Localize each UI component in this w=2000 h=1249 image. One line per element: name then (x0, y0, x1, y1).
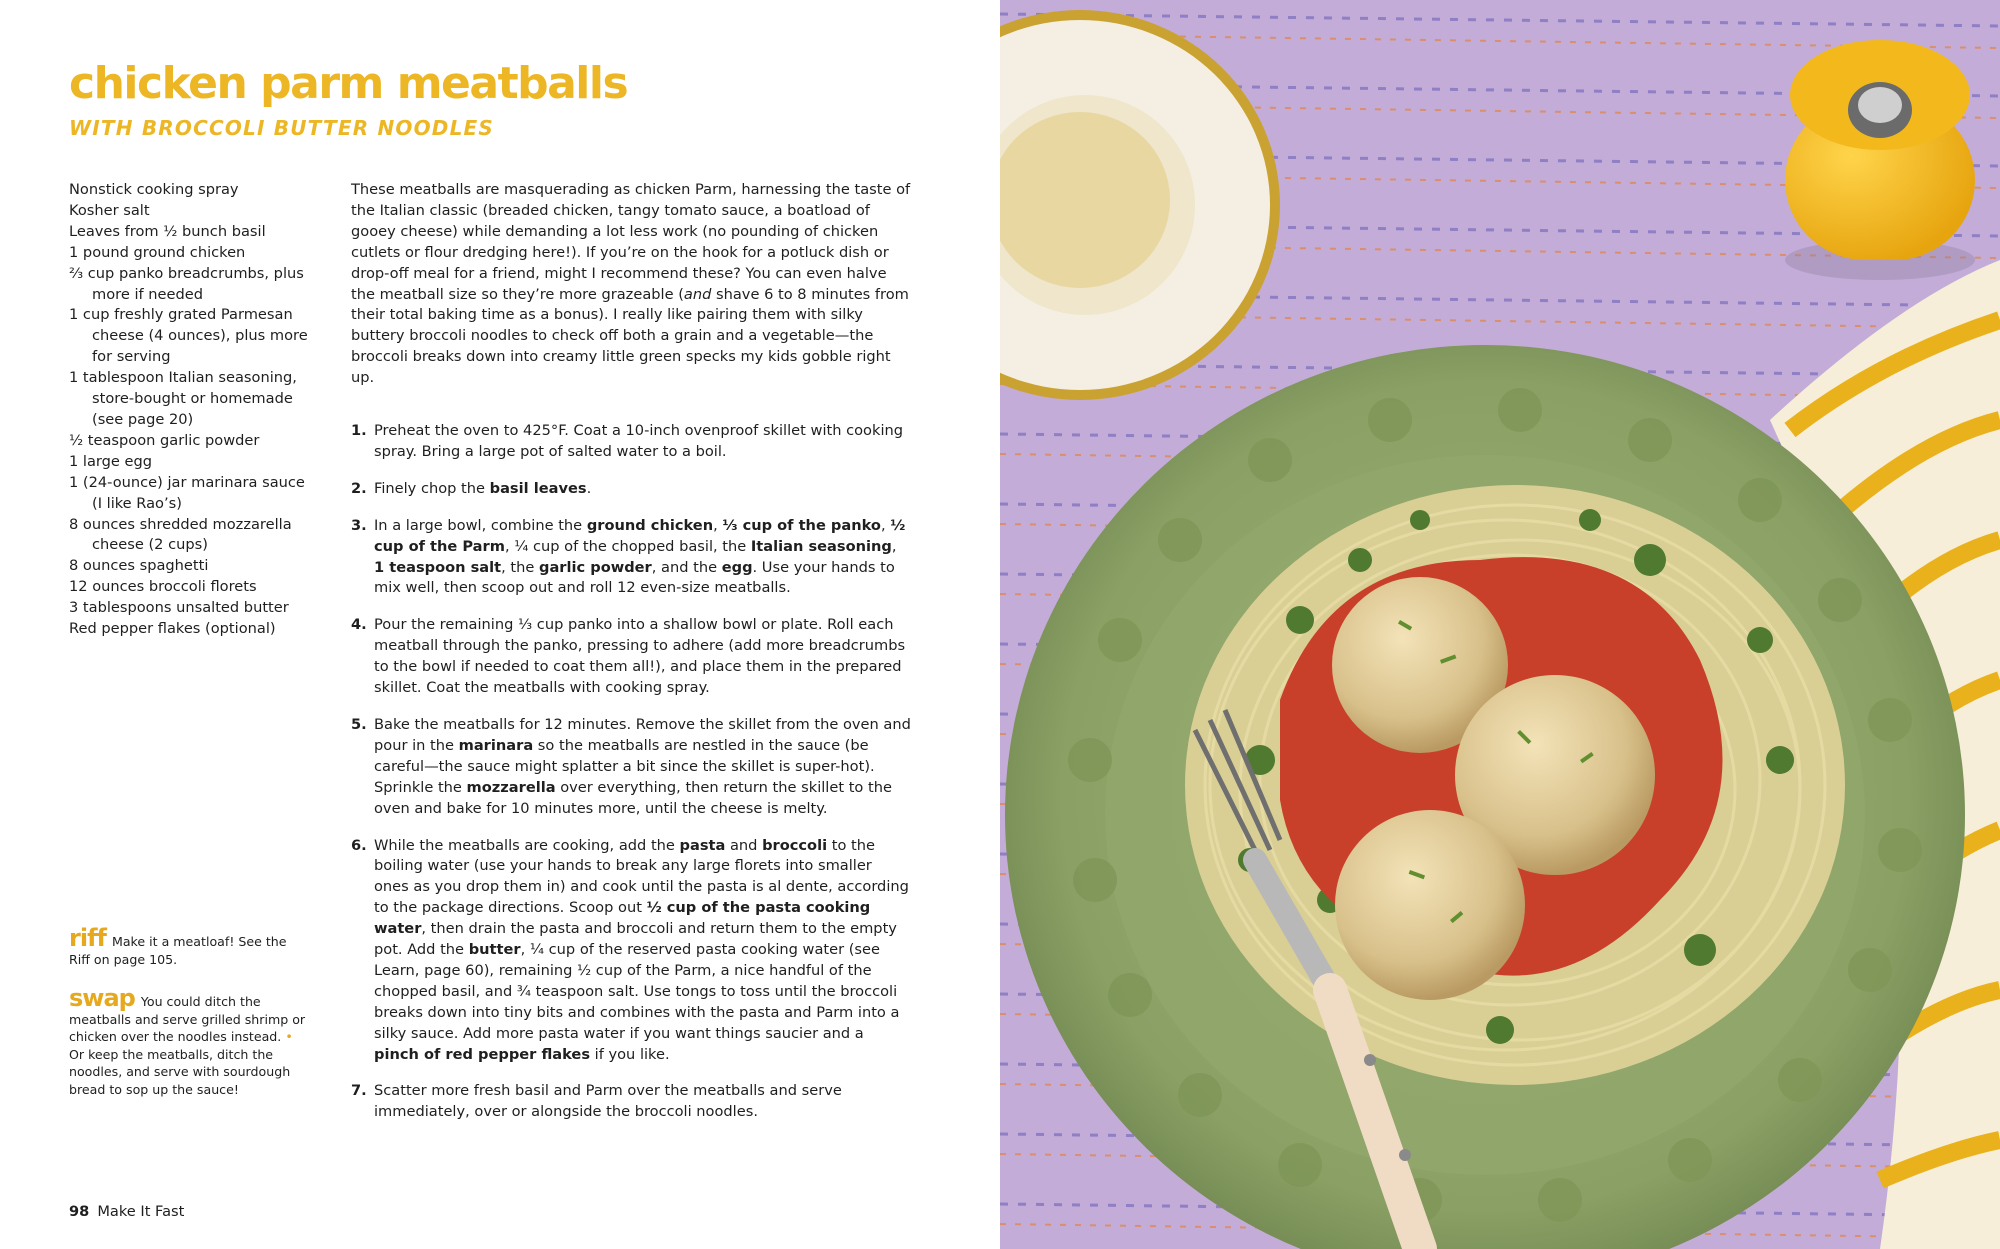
recipe-title: chicken parm meatballs (69, 58, 628, 109)
ingredient-item: 3 tablespoons unsalted butter (69, 599, 289, 617)
intro-text-continued: shave 6 to 8 minutes from their total baking time as a bonus). I really like pairing them with silky buttery broccoli noodles to check off both a grain and a vegetable—the broccoli breaks down into creamy little green specks my kids gobble right up. (351, 285, 909, 387)
ingredient-item: 1 cup freshly grated Parmesan cheese (4 ounces), plus more for serving (69, 306, 308, 366)
method-step (351, 836, 911, 1066)
method-step (351, 516, 911, 600)
page-number: 98 (69, 1203, 90, 1220)
step-ingredient-highlight: Italian seasoning (750, 537, 892, 555)
step-text: Finely chop the (374, 479, 490, 497)
ingredient-item: 1 (24-ounce) jar marinara sauce (I like Rao’s) (69, 473, 305, 512)
step-text: . Use your hands to mix well, then scoop out and roll 12 even-size meatballs. (374, 558, 895, 597)
recipe-subtitle: WITH BROCCOLI BUTTER NOODLES (69, 116, 495, 140)
method-step (351, 1081, 911, 1123)
method-steps (351, 421, 911, 1139)
swap-note (69, 986, 309, 1099)
step-ingredient-highlight: ground chicken (586, 516, 714, 534)
food-photo-illustration (1000, 0, 2000, 1249)
step-text: Pour the remaining ⅓ cup panko into a shallow bowl or plate. Roll each meatball through the panko, pressing to adhere (add more breadcrumbs to the bowl if needed to coat them all!), and place them in the prepared skillet. Coat the meatballs with cooking spray. (374, 616, 906, 697)
ingredient-item: 8 ounces spaghetti (69, 557, 209, 575)
step-ingredient-highlight: 1 teaspoon salt (374, 558, 502, 576)
step-ingredient-highlight: egg (721, 558, 753, 576)
step-text: to the boiling water (use your hands to break any large florets into smaller ones as you drop them in) and cook until the pasta is al dente, according to the package directions. Scoop out (374, 836, 909, 917)
step-text: . (586, 479, 592, 497)
step-ingredient-highlight: butter (468, 941, 521, 959)
step-number: 7. (351, 1082, 367, 1100)
step-text: While the meatballs are cooking, add the (374, 836, 680, 854)
step-number: 3. (351, 516, 367, 534)
recipe-intro (351, 180, 911, 389)
ingredient-item: 12 ounces broccoli florets (69, 578, 257, 596)
ingredient-item: ½ teaspoon garlic powder (69, 431, 260, 449)
ingredient-item: Red pepper flakes (optional) (69, 620, 276, 638)
step-text: over everything, then return the skillet to the oven and bake for 10 minutes more, until the cheese is melty. (374, 778, 892, 817)
intro-emphasis: and (683, 285, 712, 303)
step-text: if you like. (590, 1045, 670, 1063)
step-text: , (880, 516, 891, 534)
ingredient-item: 8 ounces shredded mozzarella cheese (2 cups) (69, 515, 292, 554)
ingredient-item: Kosher salt (69, 201, 150, 219)
step-text: , ¼ cup of the chopped basil, the (504, 537, 751, 555)
ingredient-item: ⅔ cup panko breadcrumbs, plus more if needed (69, 264, 304, 303)
step-ingredient-highlight: ⅓ cup of the panko (722, 516, 881, 534)
method-step (351, 421, 911, 463)
step-ingredient-highlight: mozzarella (466, 778, 556, 796)
step-text: In a large bowl, combine the (374, 516, 587, 534)
step-text: and (725, 836, 763, 854)
step-text: so the meatballs are nestled in the sauce (be careful—the sauce might splatter a bit since the skillet is super-hot). Sprinkle the (374, 736, 875, 796)
step-number: 4. (351, 616, 367, 634)
step-ingredient-highlight: pasta (679, 836, 726, 854)
riff-note (69, 926, 309, 968)
step-number: 2. (351, 479, 367, 497)
swap-text-alt: Or keep the meatballs, ditch the noodles, and serve with sourdough bread to sop up the sauce! (69, 1046, 291, 1097)
step-text: Scatter more fresh basil and Parm over the meatballs and serve immediately, over or alongside the broccoli noodles. (374, 1082, 842, 1121)
step-text: , (713, 516, 723, 534)
step-number: 1. (351, 422, 367, 439)
bullet-separator: • (285, 1029, 293, 1045)
riff-text: Make it a meatloaf! See the Riff on page 105. (69, 934, 287, 967)
step-ingredient-highlight: marinara (458, 736, 534, 754)
step-text: Preheat the oven to 425°F. Coat a 10-inch ovenproof skillet with cooking spray. Bring a large pot of salted water to a boil. (374, 422, 904, 460)
step-ingredient-highlight: garlic powder (539, 558, 652, 576)
step-text: , the (501, 558, 540, 576)
method-step (351, 615, 911, 699)
ingredient-list (69, 180, 319, 640)
ingredient-item: 1 tablespoon Italian seasoning, store-bought or homemade (see page 20) (69, 369, 297, 428)
step-ingredient-highlight: ½ cup of the Parm (374, 516, 906, 555)
ingredient-item: Nonstick cooking spray (69, 181, 239, 198)
recipe-photo (1000, 0, 2000, 1249)
step-ingredient-highlight: pinch of red pepper flakes (374, 1045, 591, 1063)
step-text: , then drain the pasta and broccoli and return them to the empty pot. Add the (374, 920, 897, 959)
step-ingredient-highlight: broccoli (762, 836, 828, 854)
page-footer (69, 1205, 184, 1220)
step-text: Bake the meatballs for 12 minutes. Remove the skillet from the oven and pour in the (374, 715, 911, 754)
swap-tag: swap (69, 984, 135, 1012)
riff-tag: riff (69, 924, 106, 952)
method-step (351, 479, 911, 500)
step-ingredient-highlight: basil leaves (489, 479, 587, 497)
step-number: 5. (351, 715, 367, 733)
swap-text: You could ditch the meatballs and serve grilled shrimp or chicken over the noodles instead. (69, 994, 306, 1045)
step-number: 6. (351, 836, 367, 854)
ingredient-item: Leaves from ½ bunch basil (69, 222, 266, 240)
ingredient-item: 1 large egg (69, 452, 153, 470)
ingredient-item: 1 pound ground chicken (69, 243, 246, 261)
step-ingredient-highlight: ½ cup of the pasta cooking water (374, 899, 871, 938)
intro-text: These meatballs are masquerading as chicken Parm, harnessing the taste of the Italian classic (breaded chicken, tangy tomato sauce, a boatload of gooey cheese) while demanding a lot less work (no pounding of chicken cutlets or flour dredging here!). If you’re on the hook for a potluck dish or drop-off meal for a friend, might I recommend these? You can even halve the meatball size so they’re more grazeable ( (351, 181, 911, 303)
step-text: , (891, 537, 897, 555)
step-text: , and the (651, 558, 722, 576)
method-step (351, 715, 911, 820)
section-name: Make It Fast (97, 1203, 185, 1220)
step-text: , ¼ cup of the reserved pasta cooking water (see Learn, page 60), remaining ½ cup of the Parm, a nice handful of the chopped basil, and ¾ teaspoon salt. Use tongs to toss until the broccoli breaks down into tiny bits and combines with the pasta and Parm into a silky sauce. Add more pasta water if you want things saucier and a (374, 941, 900, 1042)
